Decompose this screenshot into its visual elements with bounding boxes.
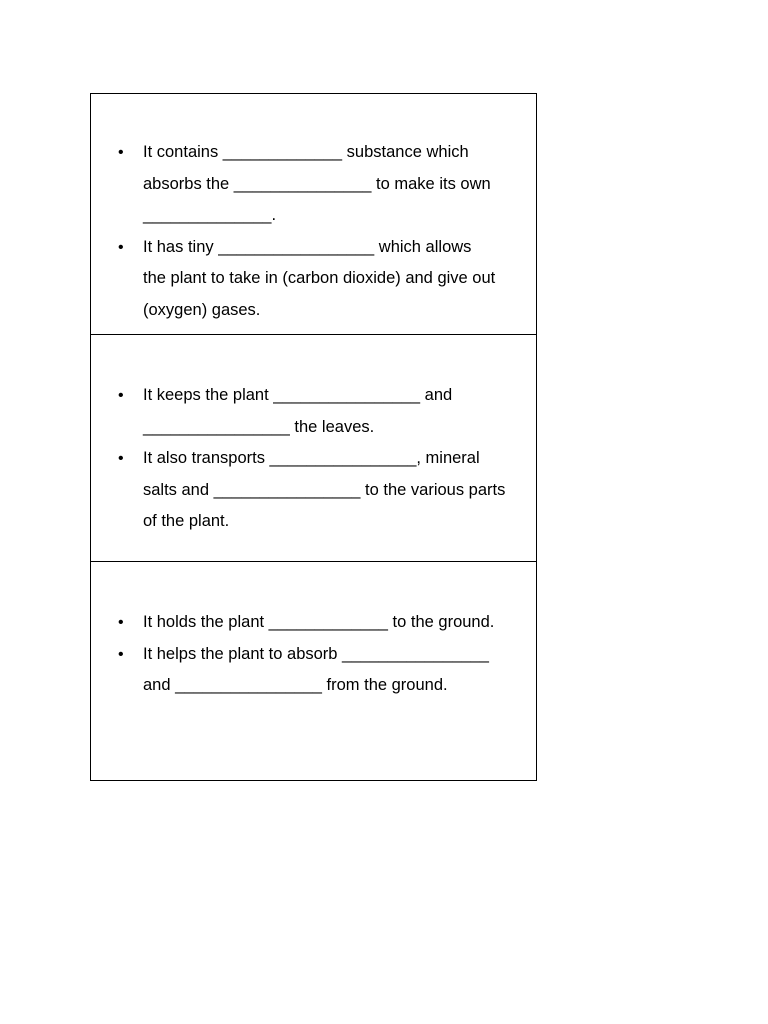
text-line: absorbs the _______________ to make its own	[143, 174, 491, 193]
text-line: of the plant.	[143, 512, 230, 530]
text-line: It holds the plant _____________ to the ground.	[143, 613, 495, 631]
text-line: It helps the plant to absorb ________________	[143, 644, 489, 663]
bullet-list	[91, 607, 536, 702]
bullet-list	[91, 380, 536, 538]
text-line: It has tiny _________________ which allows	[143, 237, 472, 256]
list-item	[91, 380, 536, 443]
table-cell-stem	[91, 334, 536, 561]
bullet-icon: •	[118, 387, 124, 404]
bullet-list	[91, 137, 536, 326]
bullet-icon: •	[118, 614, 124, 631]
table-cell-root	[91, 561, 536, 780]
list-item	[91, 232, 536, 327]
list-item	[91, 443, 536, 538]
bullet-icon: •	[118, 645, 124, 663]
text-line: ______________.	[143, 206, 277, 224]
list-item	[91, 639, 536, 702]
text-line: the plant to take in (carbon dioxide) and give out	[143, 269, 496, 287]
text-line: ________________ the leaves.	[143, 417, 375, 436]
text-line: It also transports ________________, mineral	[143, 449, 480, 467]
text-line: (oxygen) gases.	[143, 300, 261, 319]
bullet-icon: •	[118, 238, 124, 256]
list-item	[91, 607, 536, 639]
text-line: It contains _____________ substance which	[143, 143, 469, 161]
worksheet-table	[90, 93, 537, 781]
text-line: salts and ________________ to the various parts	[143, 480, 506, 499]
bullet-icon: •	[118, 450, 124, 467]
list-item	[91, 137, 536, 232]
text-line: and ________________ from the ground.	[143, 676, 448, 694]
bullet-icon: •	[118, 144, 124, 161]
table-cell-leaf	[91, 94, 536, 334]
text-line: It keeps the plant ________________ and	[143, 386, 453, 404]
